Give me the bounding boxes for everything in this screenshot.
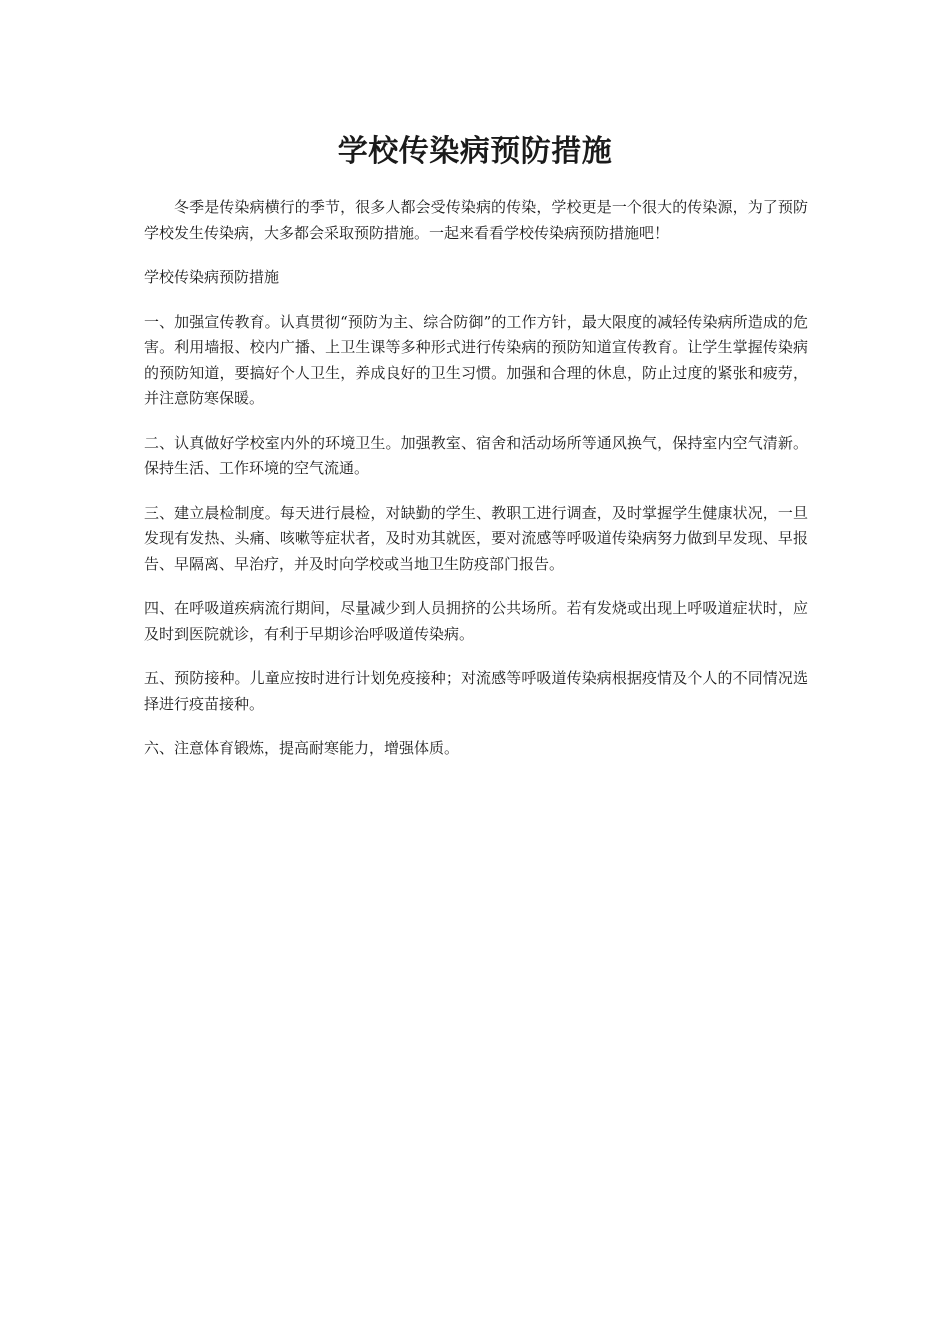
measure-paragraph-6: 六、注意体育锻炼，提高耐寒能力，增强体质。 [144,739,460,757]
section-heading: 学校传染病预防措施 [144,268,280,286]
measure-paragraph-5: 五、预防接种。儿童应按时进行计划免疫接种；对流感等呼吸道传染病根据疫情及个人的不同情况选择进行疫苗接种。 [144,669,808,713]
intro-paragraph: 冬季是传染病横行的季节，很多人都会受传染病的传染，学校更是一个很大的传染源，为了预防学校发生传染病，大多都会采取预防措施。一起来看看学校传染病预防措施吧！ [144,198,808,242]
measure-paragraph-4: 四、在呼吸道疾病流行期间，尽量减少到人员拥挤的公共场所。若有发烧或出现上呼吸道症状时，应及时到医院就诊，有利于早期诊治呼吸道传染病。 [144,599,808,643]
measure-paragraph-2: 二、认真做好学校室内外的环境卫生。加强教室、宿舍和活动场所等通风换气，保持室内空气清新。保持生活、工作环境的空气流通。 [144,433,808,477]
document-body [144,195,808,781]
measure-paragraph-3: 三、建立晨检制度。每天进行晨检，对缺勤的学生、教职工进行调查，及时掌握学生健康状况，一旦发现有发热、头痛、咳嗽等症状者，及时劝其就医，要对流感等呼吸道传染病努力做到早发现、早报告、早隔离、早治疗，并及时向学校或当地卫生防疫部门报告。 [144,503,808,573]
measure-paragraph-1: 一、加强宣传教育。认真贯彻“预防为主、综合防御”的工作方针，最大限度的减轻传染病所造成的危害。利用墙报、校内广播、上卫生课等多种形式进行传染病的预防知道宣传教育。让学生掌握传染病的预防知道，要搞好个人卫生，养成良好的卫生习惯。加强和合理的休息，防止过度的紧张和疲劳，并注意防寒保暖。 [144,312,808,407]
document-title: 学校传染病预防措施 [337,134,613,169]
